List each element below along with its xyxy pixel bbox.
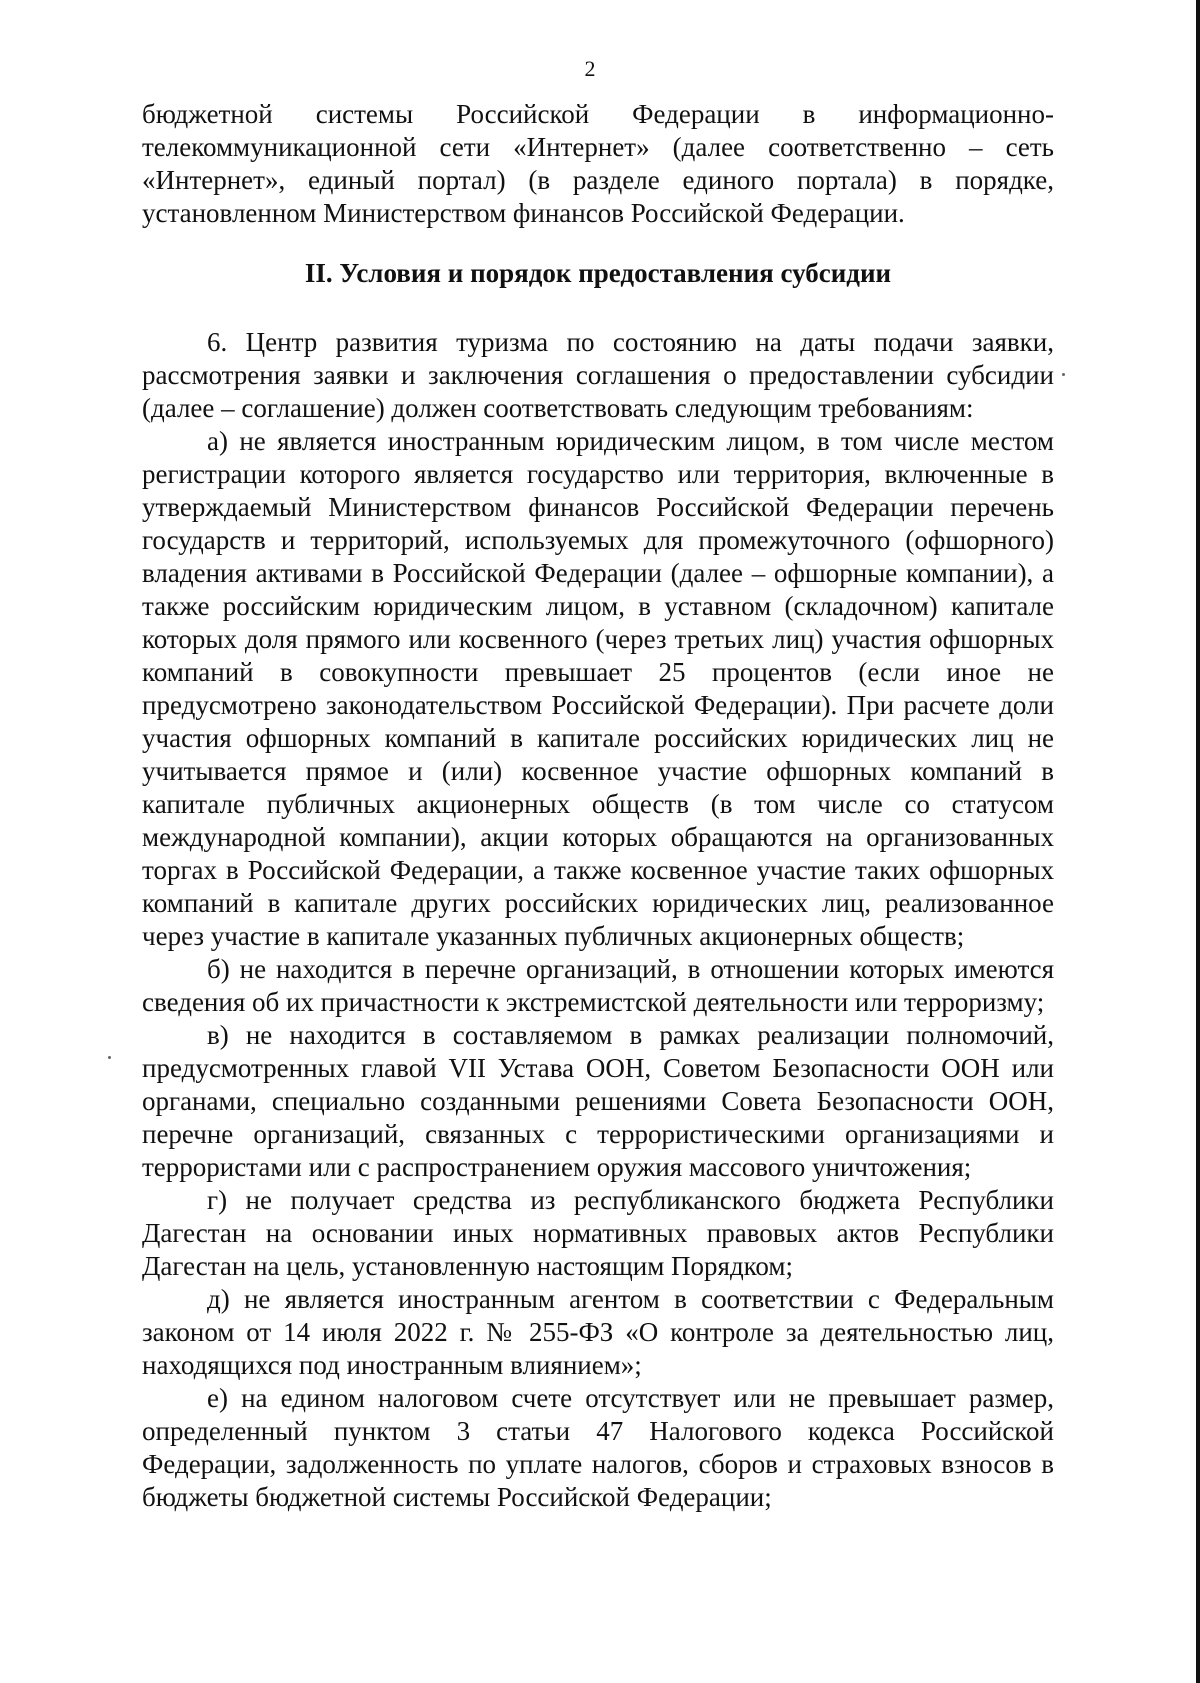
scan-edge-border xyxy=(1196,0,1200,1683)
item-e: е) на едином налоговом счете отсутствует или не превышает размер, определенный пунктом 3 статьи 47 Налогового кодекса Российской Федерации, задолженность по уплате налогов, сборов и страховых взносов в бюджеты бюджетной системы Российской Федерации; xyxy=(142,1383,1054,1512)
item-v: в) не находится в составляемом в рамках реализации полномочий, предусмотренных главой VII Устава ООН, Советом Безопасности ООН или органами, специально созданными решениями Совета Безопасности ООН, перечне организаций, связанных с террористическими организациями и террористами или с распространением оружия массового уничтожения; xyxy=(142,1020,1054,1182)
item-g: г) не получает средства из республиканского бюджета Республики Дагестан на основании иных нормативных правовых актов Республики Дагестан на цель, установленную настоящим Порядком; xyxy=(142,1185,1054,1281)
intro-paragraph: бюджетной системы Российской Федерации в информационно-телекоммуникационной сети «Интернет» (далее соответственно – сеть «Интернет», единый портал) (в разделе единого портала) в порядке, установленном Министерством финансов Российской Федерации. xyxy=(142,99,1054,228)
item-a: а) не является иностранным юридическим лицом, в том числе местом регистрации которого является государство или территория, включенные в утверждаемый Министерством финансов Российской Федерации перечень государств и территорий, используемых для промежуточного (офшорного) владения активами в Российской Федерации (далее – офшорные компании), а также российским юридическим лицом, в уставном (складочном) капитале которых доля прямого или косвенного (через третьих лиц) участия офшорных компаний в совокупности превышает 25 процентов (если иное не предусмотрено законодательством Российской Федерации). При расчете доли участия офшорных компаний в капитале российских юридических лиц не учитывается прямое и (или) косвенное участие офшорных компаний в капитале публичных акционерных обществ (в том числе со статусом международной компании), акции которых обращаются на организованных торгах в Российской Федерации, а также косвенное участие таких офшорных компаний в капитале других российских юридических лиц, реализованное через участие в капитале указанных публичных акционерных обществ; xyxy=(142,426,1054,951)
scan-speck xyxy=(108,1056,111,1059)
paragraph-6: 6. Центр развития туризма по состоянию на даты подачи заявки, рассмотрения заявки и заключения соглашения о предоставлении субсидии (далее – соглашение) должен соответствовать следующим требованиям: xyxy=(142,327,1054,423)
section-heading: II. Условия и порядок предоставления субсидии xyxy=(304,258,892,288)
item-d: д) не является иностранным агентом в соответствии с Федеральным законом от 14 июля 2022 г. № 255-ФЗ «О контроле за деятельностью лиц, находящихся под иностранным влиянием»; xyxy=(142,1284,1054,1380)
requirements-block xyxy=(142,326,1054,1514)
item-b: б) не находится в перечне организаций, в отношении которых имеются сведения об их причастности к экстремистской деятельности или терроризму; xyxy=(142,954,1054,1017)
page-number: 2 xyxy=(584,56,596,81)
intro-block xyxy=(142,98,1054,230)
scan-speck xyxy=(1062,373,1065,376)
